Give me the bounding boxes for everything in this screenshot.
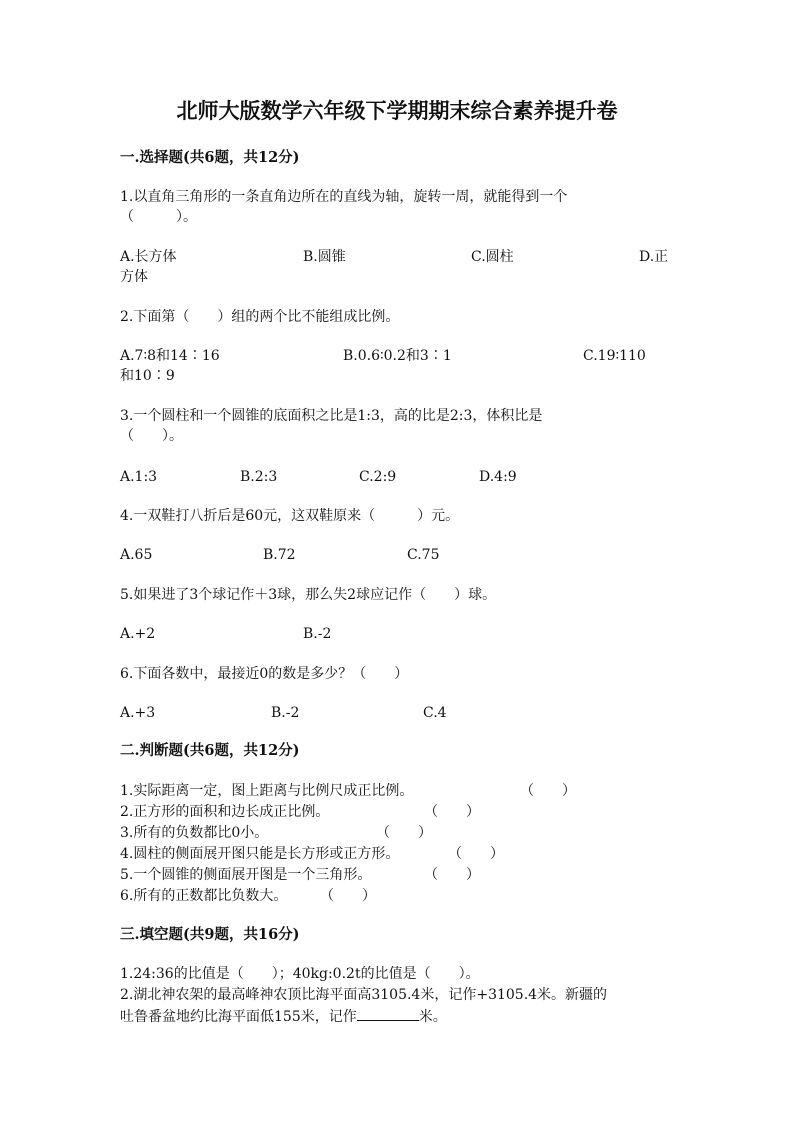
question-4-option-b: B.72	[263, 547, 296, 563]
section-heading-fill: 三.填空题(共9题，共16分)	[120, 926, 300, 943]
question-1-text: 1.以直角三角形的一条直角边所在的直线为轴，旋转一周，就能得到一个	[120, 189, 568, 205]
fill-2-text-after-blank: 米。	[418, 1009, 447, 1025]
judge-5-text: 5.一个圆锥的侧面展开图是一个三角形。	[120, 867, 372, 883]
judge-5-paren: （ ）	[424, 867, 480, 883]
question-1-option-b: B.圆锥	[303, 249, 346, 265]
fill-1-text: 1.24:36的比值是（ ）；40kg:0.2t的比值是（ ）。	[120, 966, 480, 982]
question-2-option-b: B.0.6∶0.2和3∶1	[343, 348, 452, 364]
judge-6-paren: （ ）	[320, 888, 376, 904]
question-3-text: 3.一个圆柱和一个圆锥的底面积之比是1:3，高的比是2:3，体积比是	[120, 408, 543, 424]
question-3-option-a: A.1:3	[120, 469, 158, 485]
question-6-option-c: C.4	[423, 705, 447, 721]
judge-6-text: 6.所有的正数都比负数大。	[120, 888, 288, 904]
fill-2-text-before-blank: 吐鲁番盆地约比海平面低155米，记作	[120, 1009, 357, 1025]
page-title: 北师大版数学六年级下学期期末综合素养提升卷	[176, 98, 618, 123]
judge-2-paren: （ ）	[424, 804, 480, 820]
question-4-text: 4.一双鞋打八折后是60元，这双鞋原来（ ）元。	[120, 508, 460, 524]
question-2-option-a: A.7∶8和14∶16	[120, 348, 220, 364]
question-5-text: 5.如果进了3个球记作＋3球，那么失2球应记作（ ）球。	[120, 587, 497, 603]
judge-1-paren: （ ）	[520, 783, 576, 799]
fill-2-text: 2.湖北神农架的最高峰神农顶比海平面高3105.4米，记作+3105.4米。新疆的	[120, 987, 608, 1003]
question-6-option-b: B.-2	[271, 705, 300, 721]
judge-2-text: 2.正方形的面积和边长成正比例。	[120, 804, 330, 820]
judge-4-paren: （ ）	[448, 846, 504, 862]
question-1-option-d: D.正	[639, 249, 669, 265]
judge-1-text: 1.实际距离一定，图上距离与比例尺成正比例。	[120, 783, 414, 799]
question-2-option-c: C.19∶110	[583, 348, 646, 364]
section-heading-judge: 二.判断题(共6题，共12分)	[120, 742, 300, 759]
question-2-text: 2.下面第（ ）组的两个比不能组成比例。	[120, 309, 400, 325]
question-1-option-c: C.圆柱	[471, 249, 514, 265]
judge-3-paren: （ ）	[376, 825, 432, 841]
question-1-text-cont: （ ）。	[120, 209, 197, 225]
question-1-option-d-wrap: 方体	[120, 269, 148, 285]
judge-4-text: 4.圆柱的侧面展开图只能是长方形或正方形。	[120, 846, 400, 862]
section-heading-choice: 一.选择题(共6题，共12分)	[120, 149, 300, 166]
question-3-option-d: D.4:9	[479, 469, 517, 485]
question-1-option-a: A.长方体	[120, 249, 177, 265]
question-2-option-c-wrap: 和10∶9	[120, 368, 175, 384]
fill-2-text-cont	[120, 1006, 447, 1027]
question-3-text-cont: （ ）。	[120, 428, 183, 444]
judge-3-text: 3.所有的负数都比0小。	[120, 825, 269, 841]
question-5-option-b: B.-2	[303, 626, 332, 642]
question-4-option-a: A.65	[120, 547, 153, 563]
question-6-text: 6.下面各数中，最接近0的数是多少？（ ）	[120, 666, 409, 682]
question-4-option-c: C.75	[407, 547, 440, 563]
question-6-option-a: A.+3	[120, 705, 156, 721]
question-3-option-c: C.2:9	[359, 469, 397, 485]
question-3-option-b: B.2:3	[240, 469, 278, 485]
answer-blank[interactable]	[357, 1006, 419, 1021]
question-5-option-a: A.+2	[120, 626, 156, 642]
